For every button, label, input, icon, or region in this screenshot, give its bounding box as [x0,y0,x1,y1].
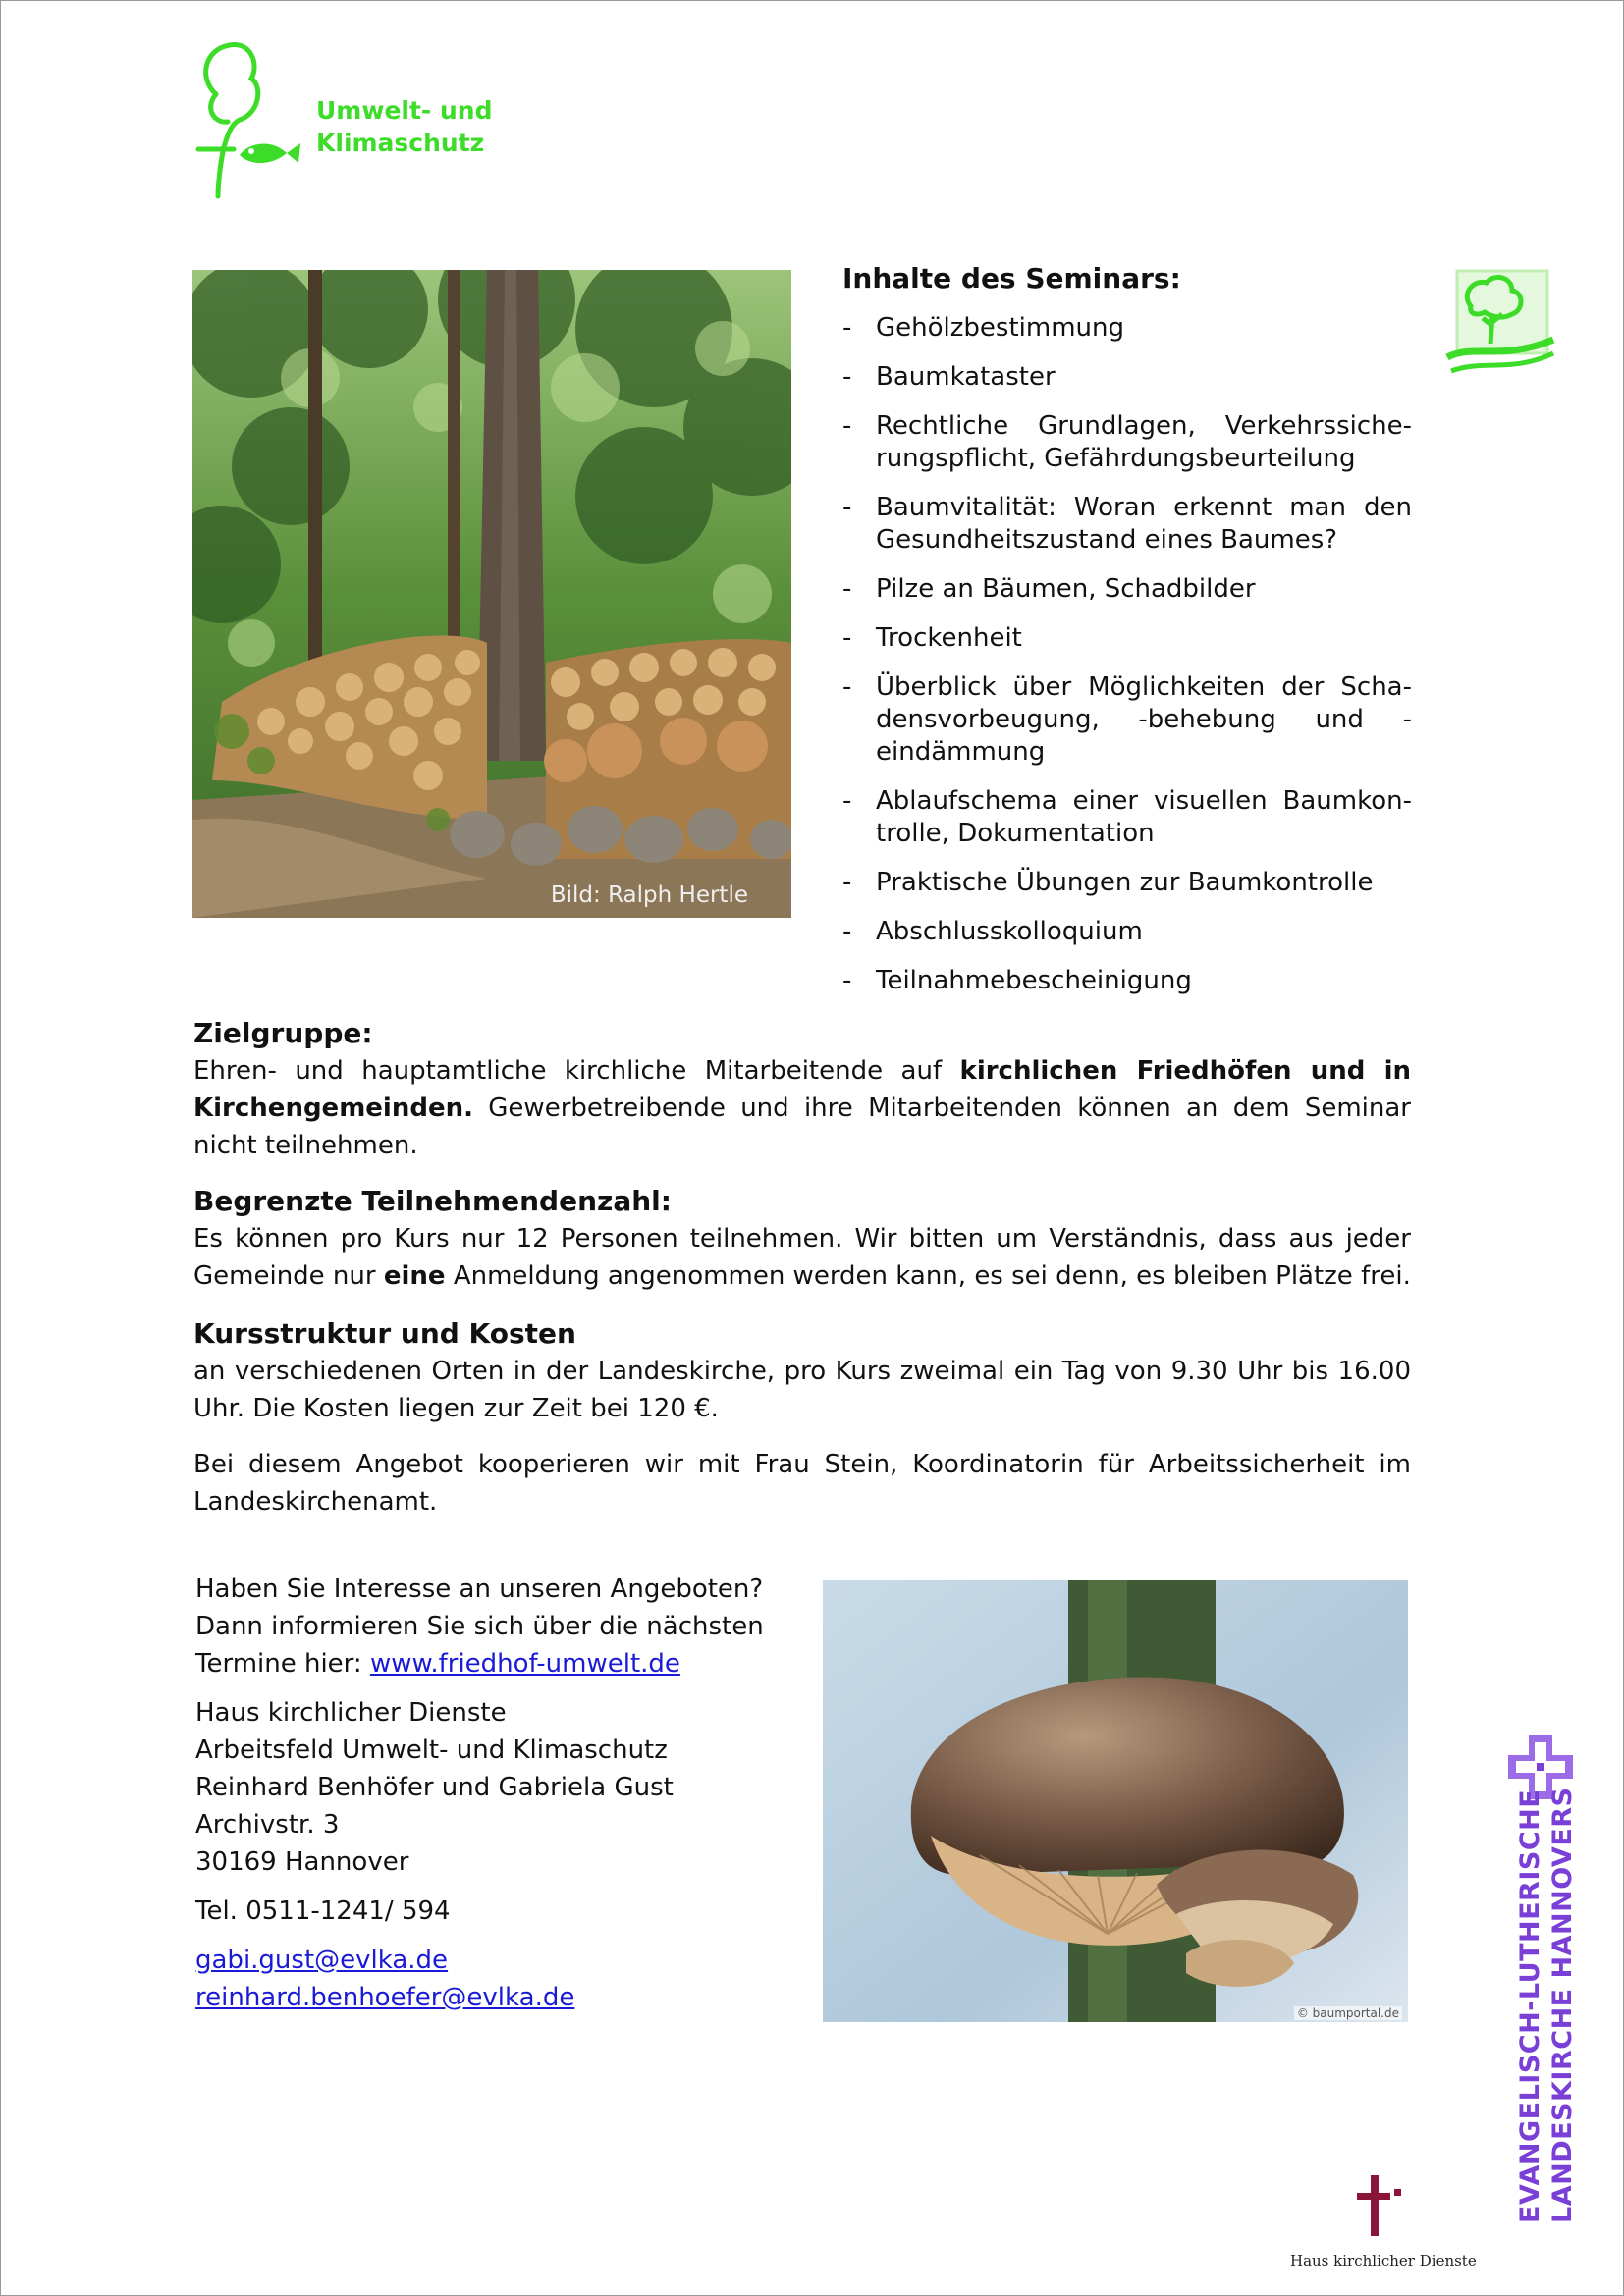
kooperation-text: Bei diesem Angebot kooperieren wir mit Frau Stein, Koordinatorin für Arbeitssicherheit im Landeskirchenamt. [193,1450,1411,1517]
teilnehmer-heading: Begrenzte Teilnehmendenzahl: [193,1185,672,1217]
zielgruppe-text-bold: kirchlichen Friedhöfen und in Kirchengemeinden. [193,1056,1411,1123]
website-link[interactable]: www.friedhof-umwelt.de [369,1649,680,1679]
church-name-vertical [1514,1787,1579,2223]
email-link-gust[interactable]: gabi.gust@evlka.de [195,1946,449,1975]
kosten-heading: Kursstruktur und Kosten [193,1317,576,1350]
email-link-benhoefer[interactable]: reinhard.benhoefer@evlka.de [195,1983,575,2012]
umwelt-klimaschutz-logo [194,39,518,206]
city: 30169 Hannover [195,1847,409,1877]
hkd-logo [1290,2171,1477,2269]
seminar-list [842,312,1412,997]
seminar-heading: Inhalte des Seminars: [842,262,1181,294]
interest-line: Dann informieren Sie sich über die nächsten [195,1612,764,1641]
logo-line1: Umwelt- und [316,96,493,125]
list-item: - Baumkataster [842,361,1412,394]
teilnehmer-section [193,1183,1411,1295]
contact-names: Reinhard Benhöfer und Gabriela Gust [195,1773,674,1802]
zielgruppe-heading: Zielgruppe: [193,1017,373,1049]
teilnehmer-text-bold: eine [383,1261,446,1291]
kooperation-section [193,1446,1411,1521]
list-item: - Baumvitalität: Woran erkennt man den Gesundheitszustand eines Baumes? [842,492,1412,557]
mushroom-photo-credit: © baumportal.de [1294,2006,1402,2020]
photo-credit: Bild: Ralph Hertle [550,882,748,908]
list-item: - Gehölzbestimmung [842,312,1412,345]
list-item: - Ablaufschema einer visuellen Baumkon-trolle, Dokumentation [842,785,1412,850]
interest-line-prefix: Termine hier: [195,1649,370,1679]
tree-fish-logo-icon [194,39,322,206]
seminar-contents [842,259,1412,1014]
church-line1: EVANGELISCH-LUTHERISCHE [1515,1789,1545,2223]
phone: Tel. 0511-1241/ 594 [195,1896,451,1926]
mushroom-photo [823,1580,1408,2022]
street: Archivstr. 3 [195,1810,340,1840]
zielgruppe-section [193,1015,1411,1164]
org-name: Haus kirchlicher Dienste [195,1698,507,1728]
church-line2: LANDESKIRCHE HANNOVERS [1547,1787,1578,2223]
kosten-section [193,1315,1411,1427]
tree-landscape-icon [1443,267,1557,387]
contact-block [195,1571,824,2016]
interest-line: Haben Sie Interesse an unseren Angeboten? [195,1575,764,1604]
list-item: - Abschlusskolloquium [842,916,1412,948]
list-item: - Überblick über Möglichkeiten der Scha-densvorbeugung, -behebung und -eindämmung [842,671,1412,769]
hkd-cross-icon [1355,2175,1404,2236]
teilnehmer-text [193,1220,1411,1295]
list-item: - Rechtliche Grundlagen, Verkehrssiche-rungspflicht, Gefährdungsbeurteilung [842,410,1412,475]
teilnehmer-text-1: Es können pro Kurs nur 12 Personen teilnehmen. Wir bitten um Verständnis, dass aus jeder Gemeinde nur [193,1224,1411,1291]
department: Arbeitsfeld Umwelt- und Klimaschutz [195,1735,668,1765]
list-item: - Praktische Übungen zur Baumkontrolle [842,867,1412,899]
hkd-text: Haus kirchlicher Dienste [1290,2252,1477,2269]
list-item: - Pilze an Bäumen, Schadbilder [842,573,1412,606]
list-item: - Teilnahmebescheinigung [842,965,1412,997]
logo-line2: Klimaschutz [316,129,485,157]
list-item: - Trockenheit [842,622,1412,655]
interest-line [195,1645,824,1682]
zielgruppe-text-2: Gewerbetreibende und ihre Mitarbeitenden können an dem Seminar nicht teilnehmen. [193,1094,1411,1160]
forest-woodpile-photo [192,270,791,918]
kosten-text: an verschiedenen Orten in der Landeskirche, pro Kurs zweimal ein Tag von 9.30 Uhr bis 16.00 Uhr. Die Kosten liegen zur Zeit bei 120 €. [193,1357,1411,1423]
zielgruppe-text-1: Ehren- und hauptamtliche kirchliche Mitarbeitende auf [193,1056,960,1086]
teilnehmer-text-2: Anmeldung angenommen werden kann, es sei denn, es bleiben Plätze frei. [445,1261,1411,1291]
zielgruppe-text [193,1052,1411,1164]
